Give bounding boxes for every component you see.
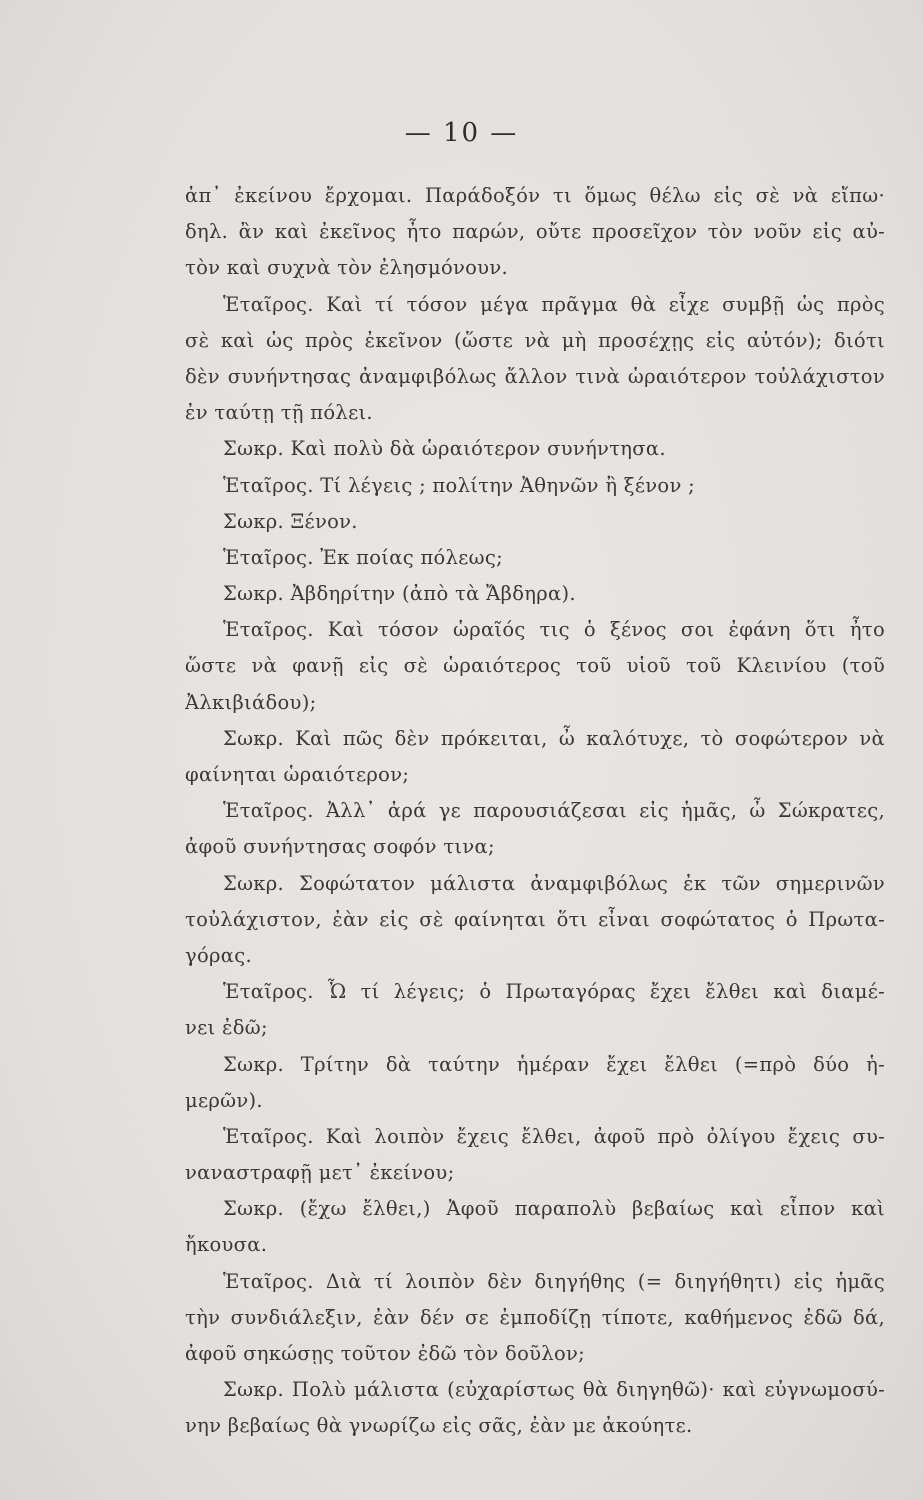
text-line: τὴν συνδιάλεξιν, ἐὰν δέν σε ἐμποδίζῃ τίποτε, καθήμενος ἐδῶ δά, [185, 1305, 885, 1329]
text-line: δηλ. ἂν καὶ ἐκεῖνος ἦτο παρών, οὔτε προσεῖχον τὸν νοῦν εἰς αὐ- [185, 220, 885, 244]
text-line: Ἑταῖρος. Τί λέγεις ; πολίτην Ἀθηνῶν ἢ ξένον ; [223, 473, 695, 497]
text-line: ναναστραφῇ μετ᾿ ἐκείνου; [185, 1161, 455, 1185]
text-line: Σωκρ. Ἀβδηρίτην (ἀπὸ τὰ Ἄβδηρα). [223, 582, 576, 606]
text-line: Ἑταῖρος. Ὦ τί λέγεις; ὁ Πρωταγόρας ἔχει ἔλθει καὶ διαμέ- [223, 980, 885, 1004]
text-line: τοὐλάχιστον, ἐὰν εἰς σὲ φαίνηται ὅτι εἶναι σοφώτατος ὁ Πρωτα- [185, 907, 885, 931]
text-line: φαίνηται ὡραιότερον; [185, 763, 410, 786]
text-line: ἀπ᾿ ἐκείνου ἔρχομαι. Παράδοξόν τι ὅμως θέλω εἰς σὲ νὰ εἴπω· [185, 184, 885, 207]
text-line: νει ἐδῶ; [185, 1016, 268, 1040]
text-line: Ἑταῖρος. Διὰ τί λοιπὸν δὲν διηγήθης (= διηγήθητι) εἰς ἡμᾶς [223, 1269, 885, 1293]
page-number: — 10 — [404, 118, 519, 148]
text-line: Σωκρ. Πολὺ μάλιστα (εὐχαρίστως θὰ διηγηθῶ)· καὶ εὐγνωμοσύ- [223, 1378, 885, 1402]
text-line: νην βεβαίως θὰ γνωρίζω εἰς σᾶς, ἐὰν με ἀκούητε. [185, 1414, 693, 1438]
text-line: ὥστε νὰ φανῇ εἰς σὲ ὡραιότερος τοῦ υἱοῦ τοῦ Κλεινίου (τοῦ [185, 654, 885, 678]
text-line: Σωκρ. Σοφώτατον μάλιστα ἀναμφιβόλως ἐκ τῶν σημερινῶν [223, 871, 885, 895]
text-line: δὲν συνήντησας ἀναμφιβόλως ἄλλον τινὰ ὡραιότερον τοὐλάχιστον [185, 364, 885, 388]
text-line: ἀφοῦ συνήντησας σοφόν τινα; [185, 835, 495, 859]
body-text [185, 178, 885, 1445]
text-line: ἐν ταύτῃ τῇ πόλει. [185, 401, 373, 425]
text-line: Σωκρ. Καὶ πολὺ δὰ ὡραιότερον συνήντησα. [223, 437, 666, 461]
text-line: Ἑταῖρος. Ἀλλ᾿ ἀρά γε παρουσιάζεσαι εἰς ἡμᾶς, ὦ Σώκρατες, [223, 799, 885, 823]
text-line: Ἑταῖρος. Καὶ τί τόσον μέγα πρᾶγμα θὰ εἶχε συμβῇ ὡς πρὸς [223, 292, 885, 316]
text-line: Ἑταῖρος. Καὶ λοιπὸν ἔχεις ἔλθει, ἀφοῦ πρὸ ὀλίγου ἔχεις συ- [223, 1124, 885, 1148]
text-line: Ἑταῖρος. Ἐκ ποίας πόλεως; [223, 545, 503, 569]
text-line: γόρας. [185, 943, 252, 967]
text-line: Σωκρ. Καὶ πῶς δὲν πρόκειται, ὦ καλότυχε, τὸ σοφώτερον νὰ [223, 726, 885, 750]
text-line: μερῶν). [185, 1088, 263, 1112]
text-line: Ἀλκιβιάδου); [185, 690, 317, 714]
text-line: σὲ καὶ ὡς πρὸς ἐκεῖνον (ὥστε νὰ μὴ προσέχῃς εἰς αὐτόν); διότι [185, 328, 885, 352]
text-line: τὸν καὶ συχνὰ τὸν ἐλησμόνουν. [185, 256, 508, 280]
text-line: ἀφοῦ σηκώσῃς τοῦτον ἐδῶ τὸν δοῦλον; [185, 1342, 586, 1365]
text-line: Ἑταῖρος. Καὶ τόσον ὡραῖός τις ὁ ξένος σοι ἐφάνη ὅτι ἦτο [223, 618, 885, 642]
text-line: Σωκρ. (ἔχω ἔλθει,) Ἀφοῦ παραπολὺ βεβαίως καὶ εἶπον καὶ [223, 1197, 885, 1221]
text-line: Σωκρ. Τρίτην δὰ ταύτην ἡμέραν ἔχει ἔλθει (=πρὸ δύο ἡ- [223, 1052, 885, 1076]
text-line: Σωκρ. Ξένον. [223, 509, 358, 533]
text-line: ἤκουσα. [185, 1233, 268, 1257]
